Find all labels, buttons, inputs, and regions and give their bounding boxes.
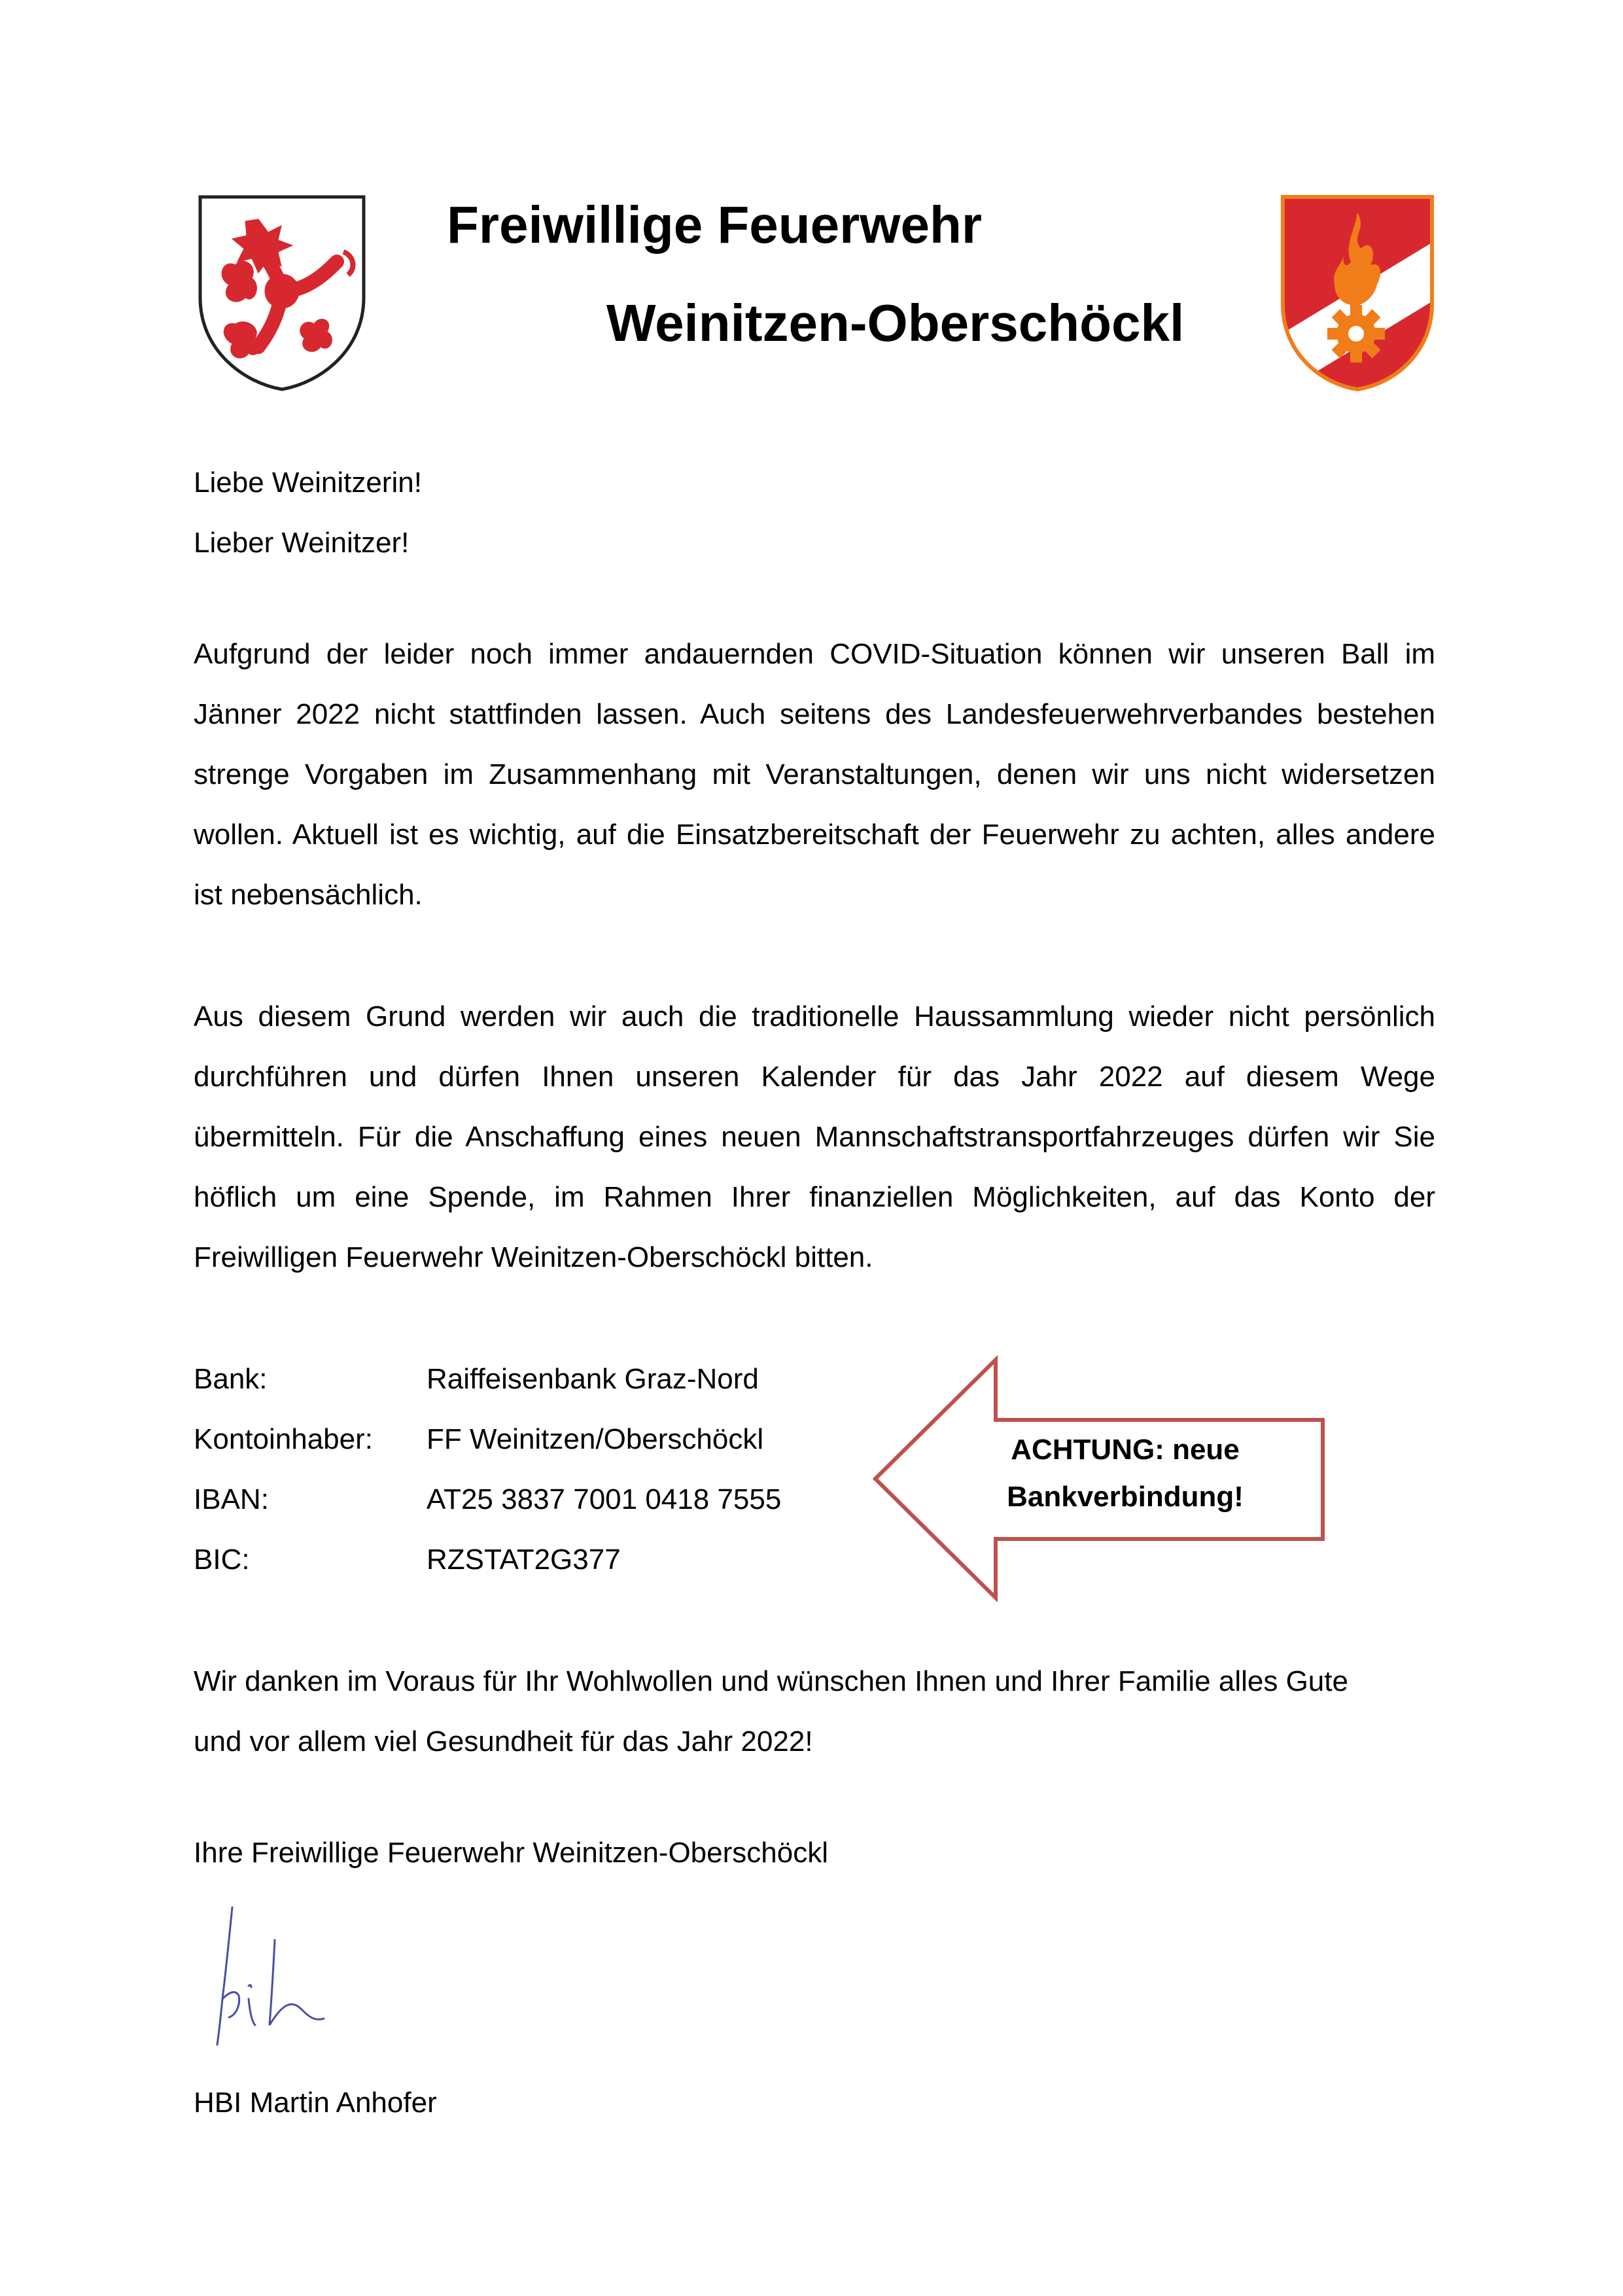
paragraph-line: Aus diesem Grund werden wir auch die traditionelle Haussammlung wieder nicht persönlich [194, 1000, 1435, 1033]
closing-line2: und vor allem viel Gesundheit für das Jahr 2022! [194, 1725, 813, 1757]
paragraph-line: Freiwilligen Feuerwehr Weinitzen-Oberschöckl bitten. [194, 1241, 873, 1273]
account-holder-label: Kontoinhaber: [194, 1423, 373, 1455]
notice-line1: ACHTUNG: neue [1011, 1434, 1240, 1466]
closing-line1: Wir danken im Voraus für Ihr Wohlwollen und wünschen Ihnen und Ihrer Familie alles Gute [194, 1665, 1348, 1697]
paragraph-line: ist nebensächlich. [194, 879, 423, 911]
greeting-line1: Liebe Weinitzerin! [194, 467, 422, 499]
bic-label: BIC: [194, 1544, 250, 1576]
notice-line2: Bankverbindung! [1007, 1481, 1244, 1513]
paragraph-line: strenge Vorgaben im Zusammenhang mit Veranstaltungen, denen wir uns nicht widersetzen [194, 758, 1435, 790]
paragraph-line: Jänner 2022 nicht stattfinden lassen. Auch seitens des Landesfeuerwehrverbandes bestehen [194, 698, 1435, 730]
handwritten-signature-icon [209, 1901, 340, 2058]
paragraph-line: Aufgrund der leider noch immer andauernden COVID-Situation können wir unseren Ball im [194, 638, 1435, 670]
bank-label: Bank: [194, 1363, 268, 1395]
signer-name: HBI Martin Anhofer [194, 2087, 437, 2119]
header-title-line1: Freiwillige Feuerwehr [447, 196, 983, 254]
municipal-coat-of-arms-icon [196, 193, 368, 393]
fire-brigade-emblem-icon [1279, 193, 1436, 393]
iban-value: AT25 3837 7001 0418 7555 [427, 1483, 782, 1515]
header-title-line2: Weinitzen-Oberschöckl [606, 294, 1185, 352]
iban-label: IBAN: [194, 1483, 269, 1515]
paragraph-line: durchführen und dürfen Ihnen unseren Kalender für das Jahr 2022 auf diesem Wege [194, 1061, 1435, 1093]
account-holder-value: FF Weinitzen/Oberschöckl [427, 1423, 764, 1455]
paragraph-2 [194, 987, 1435, 1288]
paragraph-line: wollen. Aktuell ist es wichtig, auf die Einsatzbereitschaft der Feuerwehr zu achten, alles andere [194, 819, 1435, 851]
paragraph-line: höflich um eine Spende, im Rahmen Ihrer finanziellen Möglichkeiten, auf das Konto der [194, 1181, 1435, 1213]
regards-line: Ihre Freiwillige Feuerwehr Weinitzen-Oberschöckl [194, 1837, 828, 1869]
paragraph-line: übermitteln. Für die Anschaffung eines neuen Mannschaftstransportfahrzeuges dürfen wir Sie [194, 1121, 1435, 1153]
bank-value: Raiffeisenbank Graz-Nord [427, 1363, 759, 1395]
paragraph-1 [194, 624, 1435, 925]
new-bank-notice [981, 1426, 1269, 1521]
bic-value: RZSTAT2G377 [427, 1544, 621, 1576]
greeting-line2: Lieber Weinitzer! [194, 527, 410, 559]
